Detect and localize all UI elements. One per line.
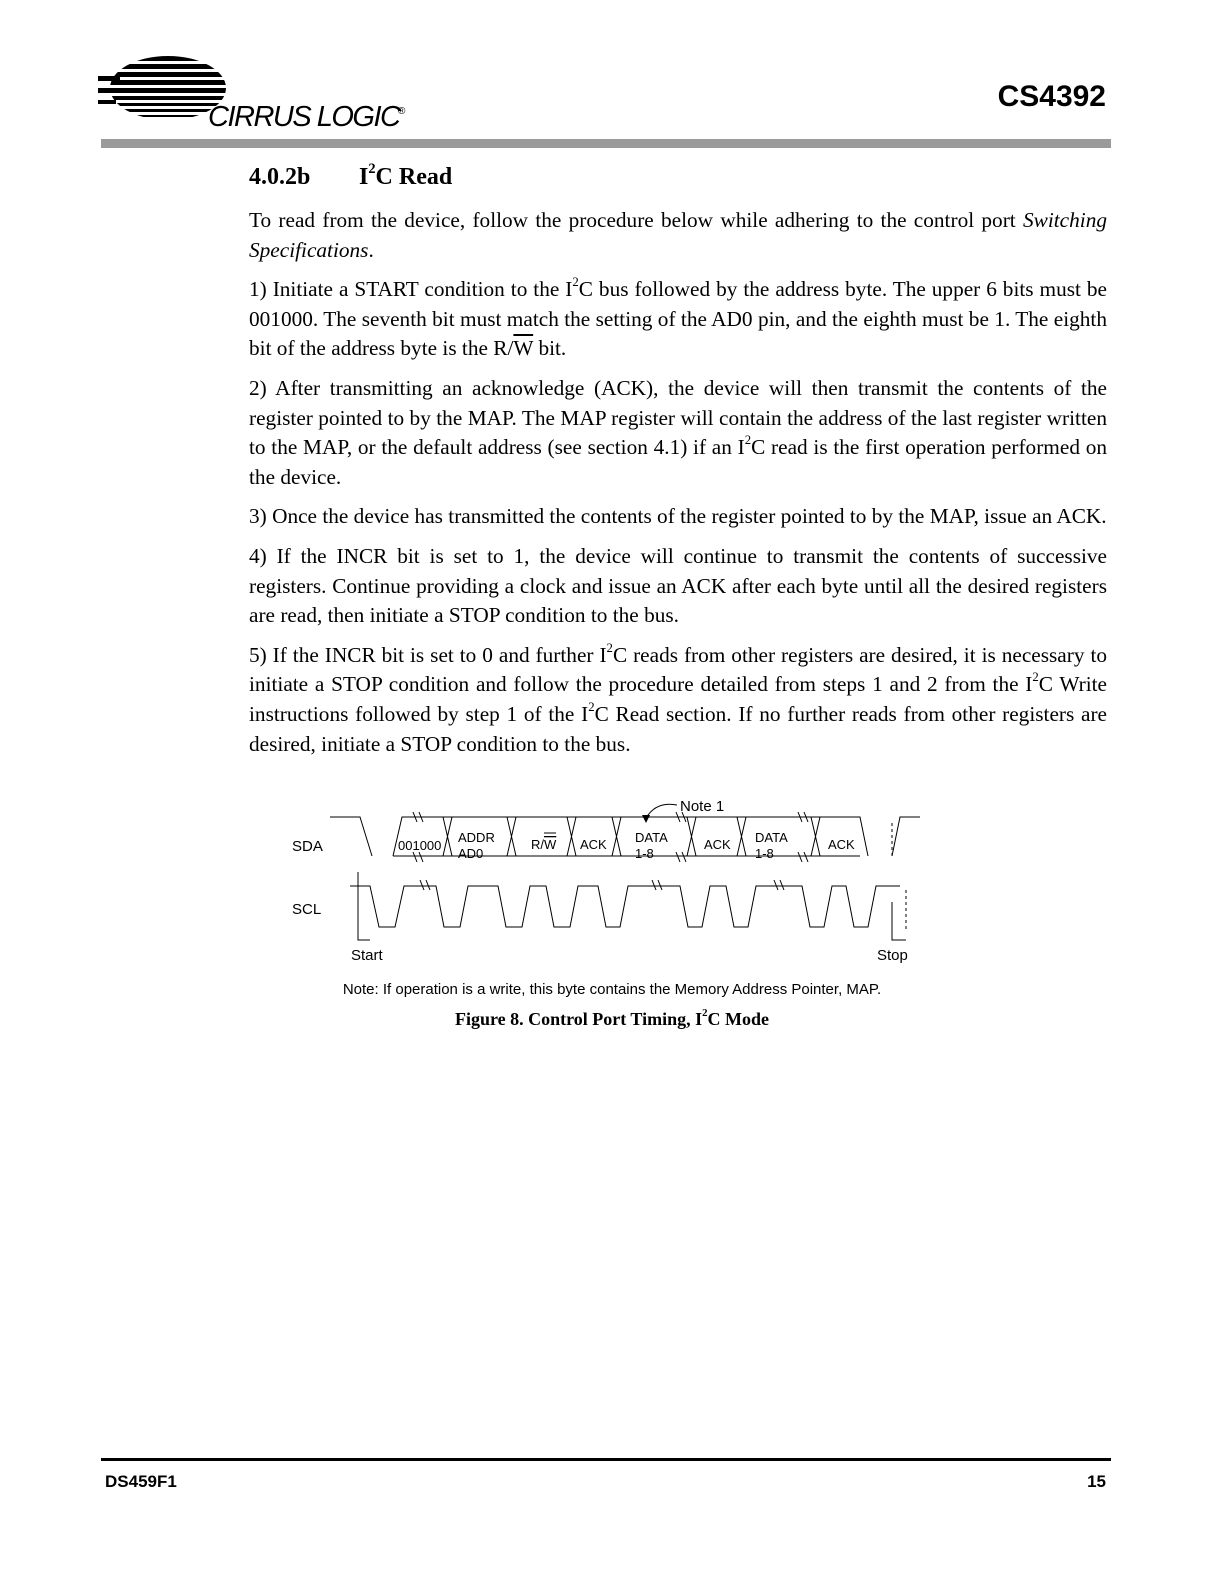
sda-start-edge [330, 817, 372, 856]
field-ack-2: ACK [704, 837, 731, 852]
start-marker [358, 872, 370, 940]
spec-reference: Switching Specifications [249, 208, 1107, 262]
text-run: . [368, 237, 374, 262]
field-ack-3: ACK [828, 837, 855, 852]
superscript: 2 [572, 275, 579, 290]
page-number: 15 [1087, 1472, 1106, 1491]
text-run: C Write instructions followed by step 1 of the I [249, 672, 1107, 726]
intro-paragraph [249, 206, 1107, 265]
stop-marker [892, 902, 906, 940]
logo-text: CIRRUS LOGIC [208, 101, 400, 130]
text-run: C read is the first operation performed on the device. [249, 435, 1107, 489]
note-1-label: Note 1 [680, 798, 725, 815]
field-data-2: DATA [755, 830, 788, 845]
step-2-paragraph [249, 374, 1107, 492]
stop-label: Stop [877, 947, 908, 964]
break-mark [774, 812, 808, 890]
step-5-paragraph [249, 641, 1107, 759]
figure-caption [0, 1009, 1224, 1030]
field-ad0: AD0 [458, 846, 484, 861]
registered-mark: ® [398, 106, 406, 117]
superscript: 2 [588, 699, 595, 714]
title-part: C Read [375, 164, 453, 190]
section-heading [249, 160, 453, 191]
section-title [359, 160, 453, 190]
sda-stop-edge [892, 817, 920, 856]
caption-part: Figure 8. Control Port Timing, I [454, 1009, 703, 1029]
scl-label: SCL [292, 901, 322, 918]
text-run: C bus followed by the address byte. The upper 6 bits must be 001000. The seventh bit must match the setting of the AD0 pin, and the eighth must be 1. The eighth bit of the address byte is the R/ [249, 277, 1107, 361]
step-4-paragraph: 4) If the INCR bit is set to 1, the device will continue to transmit the contents of successive registers. Continue providing a clock and issue an ACK after each byte until all the desired registers are read, then initiate a STOP condition to the bus. [249, 543, 1107, 628]
timing-svg [280, 790, 940, 970]
caption-part: C Mode [707, 1009, 770, 1029]
field-rw [531, 837, 557, 852]
overlined-w: $\overline{W}$ [513, 336, 534, 361]
field-addr: ADDR [458, 830, 495, 845]
scl-waveform [350, 886, 900, 927]
rw-r: R/ [531, 837, 544, 852]
logo-mark-icon [98, 54, 418, 130]
figure-note: Note: If operation is a write, this byte contains the Memory Address Pointer, MAP. [342, 981, 882, 998]
rw-w-overlined: W [544, 837, 557, 852]
field-data-1: DATA [635, 830, 668, 845]
header-divider [101, 139, 1111, 148]
i2c-timing-diagram [280, 790, 940, 970]
text-run: 1) Initiate a START condition to the I [249, 277, 573, 302]
title-part: I [359, 164, 369, 190]
step-1-paragraph [249, 275, 1107, 364]
text-run: 2) After transmitting an acknowledge (ACK), the device will then transmit the contents of the register pointed to by the MAP. The MAP register will contain the address of the last register written to the MAP, or the default address (see section 4.1) if an I [249, 375, 1107, 460]
text-run: C Read section. If no further reads from other registers are desired, initiate a STOP condition to the bus. [249, 701, 1107, 756]
superscript: 2 [744, 433, 752, 448]
section-number: 4.0.2b [249, 164, 311, 190]
text-run: bit. [533, 336, 567, 361]
caption-sup: 2 [702, 1007, 708, 1020]
field-address-bits: 001000 [398, 838, 442, 853]
superscript: 2 [606, 640, 613, 655]
section-body [249, 206, 1107, 769]
sda-label: SDA [292, 838, 323, 855]
note-arrow [646, 804, 677, 818]
document-id: CS4392 [997, 80, 1106, 113]
note-arrowhead [642, 815, 650, 823]
step-3-paragraph: 3) Once the device has transmitted the contents of the register pointed to by the MAP, issue an ACK. [249, 504, 1107, 529]
text-run: 5) If the INCR bit is set to 0 and further I [249, 642, 607, 667]
text-run: To read from the device, follow the procedure below while adhering to the control port [249, 208, 1023, 232]
text-run: C reads from other registers are desired, it is necessary to initiate a STOP condition and follow the procedure detailed from steps 1 and 2 from the I [249, 642, 1108, 697]
field-data-2-range: 1-8 [755, 846, 774, 861]
start-label: Start [351, 947, 383, 964]
superscript: 2 [1032, 670, 1039, 685]
cirrus-logic-logo [98, 54, 418, 130]
field-ack-1: ACK [580, 837, 607, 852]
break-mark [652, 812, 686, 890]
title-sup: 2 [368, 160, 376, 177]
field-data-1-range: 1-8 [635, 846, 654, 861]
footer-doc-code: DS459F1 [105, 1472, 177, 1491]
footer-divider [101, 1458, 1111, 1461]
